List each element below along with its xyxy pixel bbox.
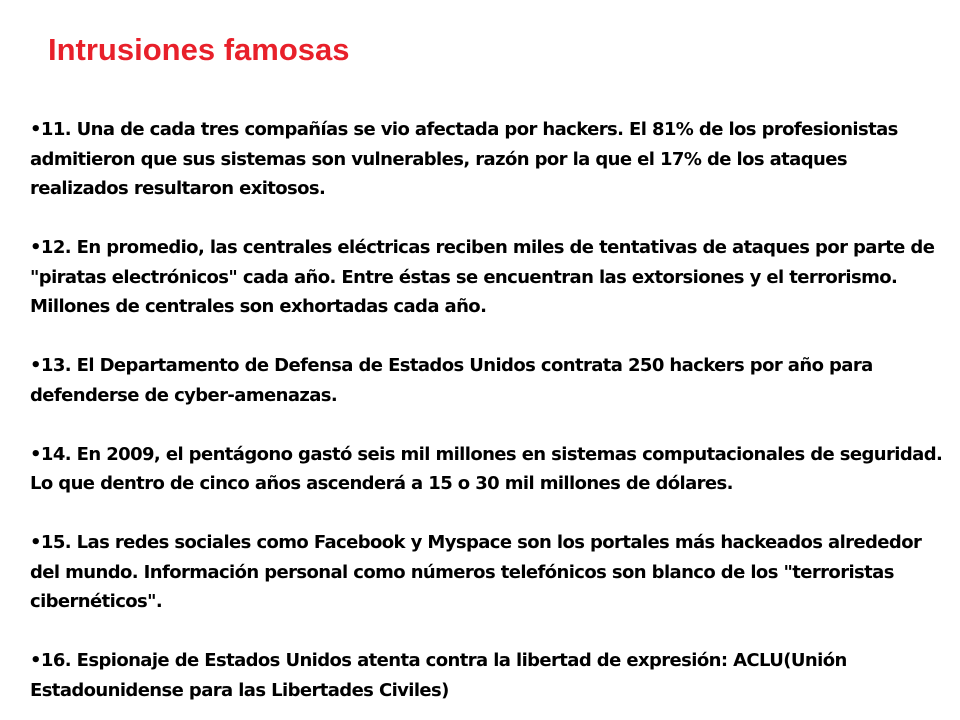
bullet-item-16: •16. Espionaje de Estados Unidos atenta contra la libertad de expresión: ACLU(Unión Estadounidense para las Libertades Civiles) — [30, 650, 847, 701]
bullet-item-13: •13. El Departamento de Defensa de Estados Unidos contrata 250 hackers por año para defenderse de cyber-amenazas. — [30, 355, 873, 406]
bullet-item-15: •15. Las redes sociales como Facebook y Myspace son los portales más hackeados alrededor del mundo. Información personal como números telefónicos son blanco de los "terroristas cibernéticos". — [30, 532, 922, 612]
slide-title: Intrusiones famosas — [48, 32, 350, 67]
bullet-item-12: •12. En promedio, las centrales eléctricas reciben miles de tentativas de ataques por parte de "piratas electrónicos" cada año. Entre éstas se encuentran las extorsiones y el terrorismo. Millones de centrales son exhortadas cada año. — [30, 237, 935, 317]
bullet-list — [30, 115, 950, 705]
bullet-item-14: •14. En 2009, el pentágono gastó seis mil millones en sistemas computacionales de seguridad. Lo que dentro de cinco años ascenderá a 15 o 30 mil millones de dólares. — [30, 443, 943, 494]
bullet-item-11: •11. Una de cada tres compañías se vio afectada por hackers. El 81% de los profesionistas admitieron que sus sistemas son vulnerables, razón por la que el 17% de los ataques realizados resultaron exitosos. — [30, 119, 898, 199]
